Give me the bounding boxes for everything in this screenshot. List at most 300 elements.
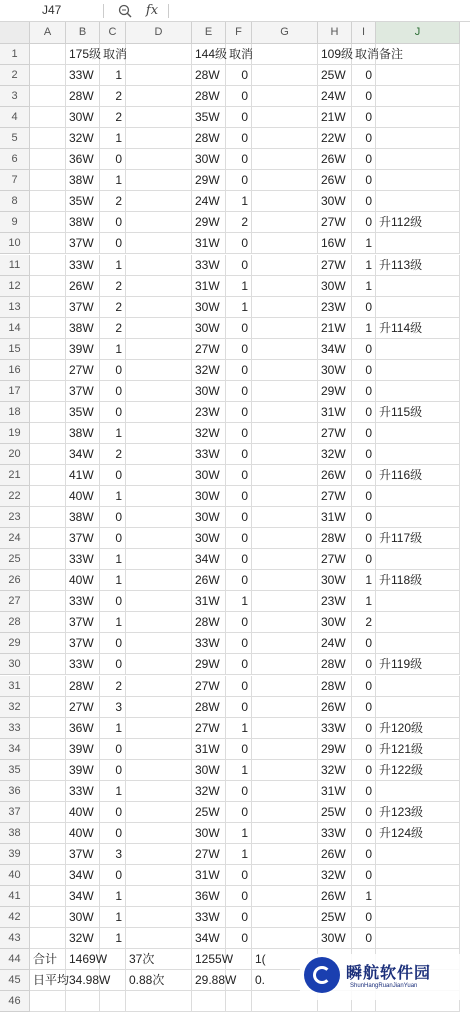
cell[interactable]: 27W: [318, 549, 352, 570]
cell[interactable]: [126, 865, 192, 886]
cell[interactable]: 30W: [192, 318, 226, 339]
cell[interactable]: 升123级: [376, 802, 460, 823]
cell[interactable]: [126, 486, 192, 507]
cell[interactable]: [126, 465, 192, 486]
cell[interactable]: 2: [100, 318, 126, 339]
cell[interactable]: [30, 633, 66, 654]
cell[interactable]: [30, 297, 66, 318]
row-header[interactable]: 37: [0, 802, 30, 823]
cell[interactable]: 26W: [66, 276, 100, 297]
cell[interactable]: 0: [352, 928, 376, 949]
cell[interactable]: [252, 402, 318, 423]
cell[interactable]: 33W: [192, 444, 226, 465]
cell[interactable]: [126, 907, 192, 928]
cell[interactable]: [376, 423, 460, 444]
cell[interactable]: 1: [100, 128, 126, 149]
cell[interactable]: 升116级: [376, 465, 460, 486]
cell[interactable]: 38W: [66, 423, 100, 444]
cell[interactable]: 0: [352, 676, 376, 697]
cell[interactable]: 37次: [126, 949, 192, 970]
cell[interactable]: 0: [352, 718, 376, 739]
cell[interactable]: 0: [226, 402, 252, 423]
cell[interactable]: [126, 697, 192, 718]
cell[interactable]: [126, 444, 192, 465]
cell[interactable]: [376, 276, 460, 297]
row-header[interactable]: 25: [0, 549, 30, 570]
name-box[interactable]: J47: [42, 3, 62, 17]
cell[interactable]: [376, 591, 460, 612]
cell[interactable]: 26W: [318, 465, 352, 486]
row-header[interactable]: 6: [0, 149, 30, 170]
cell[interactable]: [252, 633, 318, 654]
cell[interactable]: 34W: [66, 444, 100, 465]
cell[interactable]: [126, 170, 192, 191]
cell[interactable]: [126, 991, 192, 1012]
row-header[interactable]: 14: [0, 318, 30, 339]
cell[interactable]: [126, 844, 192, 865]
cell[interactable]: 35W: [192, 107, 226, 128]
cell[interactable]: [252, 718, 318, 739]
cell[interactable]: 30W: [192, 465, 226, 486]
cell[interactable]: [126, 65, 192, 86]
cell[interactable]: [30, 233, 66, 254]
cell[interactable]: 2: [100, 297, 126, 318]
cell[interactable]: 0: [352, 339, 376, 360]
cell[interactable]: 0: [100, 591, 126, 612]
cell[interactable]: 0: [226, 676, 252, 697]
row-header[interactable]: 9: [0, 212, 30, 233]
cell[interactable]: [376, 907, 460, 928]
cell[interactable]: [376, 107, 460, 128]
cell[interactable]: 0: [352, 86, 376, 107]
cell[interactable]: [376, 886, 460, 907]
cell[interactable]: 175级: [66, 44, 100, 65]
cell[interactable]: 0: [100, 402, 126, 423]
cell[interactable]: [252, 339, 318, 360]
cell[interactable]: 36W: [66, 149, 100, 170]
row-header[interactable]: 41: [0, 886, 30, 907]
cell[interactable]: 39W: [66, 339, 100, 360]
cell[interactable]: 109级: [318, 44, 352, 65]
cell[interactable]: [126, 654, 192, 675]
cell[interactable]: 33W: [66, 65, 100, 86]
cell[interactable]: [126, 276, 192, 297]
cell[interactable]: 28W: [318, 654, 352, 675]
cell[interactable]: [252, 760, 318, 781]
cell[interactable]: [30, 781, 66, 802]
cell[interactable]: [226, 949, 252, 970]
cell[interactable]: 38W: [66, 318, 100, 339]
cell[interactable]: 26W: [318, 886, 352, 907]
cell[interactable]: 34W: [318, 339, 352, 360]
cell[interactable]: [252, 739, 318, 760]
cell[interactable]: 0: [226, 465, 252, 486]
cell[interactable]: 30W: [192, 528, 226, 549]
fx-icon[interactable]: fx: [145, 3, 159, 18]
cell[interactable]: 37W: [66, 233, 100, 254]
cell[interactable]: [126, 802, 192, 823]
cell[interactable]: [376, 233, 460, 254]
cell[interactable]: 升121级: [376, 739, 460, 760]
cell[interactable]: 40W: [66, 823, 100, 844]
cell[interactable]: 37W: [66, 633, 100, 654]
cell[interactable]: 0: [226, 149, 252, 170]
row-header[interactable]: 4: [0, 107, 30, 128]
row-header[interactable]: 18: [0, 402, 30, 423]
cell[interactable]: 0: [226, 444, 252, 465]
cell[interactable]: [252, 781, 318, 802]
cell[interactable]: 0: [352, 865, 376, 886]
cell[interactable]: [126, 507, 192, 528]
cell[interactable]: 28W: [66, 676, 100, 697]
cell[interactable]: [376, 381, 460, 402]
cell[interactable]: [376, 360, 460, 381]
cell[interactable]: 30W: [192, 381, 226, 402]
cell[interactable]: [252, 549, 318, 570]
cell[interactable]: 0: [226, 549, 252, 570]
cell[interactable]: [252, 381, 318, 402]
cell[interactable]: 30W: [192, 823, 226, 844]
cell[interactable]: 33W: [66, 781, 100, 802]
cell[interactable]: [252, 212, 318, 233]
cell[interactable]: 33W: [66, 654, 100, 675]
cell[interactable]: 0: [100, 802, 126, 823]
cell[interactable]: 32W: [66, 128, 100, 149]
cell[interactable]: 1: [352, 591, 376, 612]
row-header[interactable]: 44: [0, 949, 30, 970]
cell[interactable]: 0: [352, 633, 376, 654]
cell[interactable]: [30, 612, 66, 633]
cell[interactable]: [30, 255, 66, 276]
cell[interactable]: [192, 991, 226, 1012]
cell[interactable]: 27W: [66, 697, 100, 718]
cell[interactable]: [30, 991, 66, 1012]
cell[interactable]: 1: [352, 255, 376, 276]
cell[interactable]: 28W: [192, 65, 226, 86]
cell[interactable]: 升113级: [376, 255, 460, 276]
cell[interactable]: 0: [226, 528, 252, 549]
cell[interactable]: 0: [352, 402, 376, 423]
cell[interactable]: [126, 928, 192, 949]
row-header[interactable]: 40: [0, 865, 30, 886]
cell[interactable]: [226, 991, 252, 1012]
cell[interactable]: 31W: [318, 781, 352, 802]
cell[interactable]: [252, 823, 318, 844]
cell[interactable]: [30, 844, 66, 865]
cell[interactable]: 升118级: [376, 570, 460, 591]
cell[interactable]: 0: [100, 149, 126, 170]
cell[interactable]: 1: [226, 823, 252, 844]
cell[interactable]: 0: [100, 865, 126, 886]
cell[interactable]: [66, 991, 100, 1012]
cell[interactable]: 32W: [66, 928, 100, 949]
cell[interactable]: 0: [352, 654, 376, 675]
cell[interactable]: [252, 886, 318, 907]
cell[interactable]: 0: [100, 381, 126, 402]
cell[interactable]: [376, 339, 460, 360]
row-header[interactable]: 13: [0, 297, 30, 318]
cell[interactable]: 0: [226, 339, 252, 360]
cell[interactable]: 0: [100, 212, 126, 233]
cell[interactable]: 0: [352, 65, 376, 86]
cell[interactable]: 升120级: [376, 718, 460, 739]
cell[interactable]: 38W: [66, 212, 100, 233]
row-header[interactable]: 17: [0, 381, 30, 402]
cell[interactable]: 33W: [192, 255, 226, 276]
cell[interactable]: 0: [352, 360, 376, 381]
row-header[interactable]: 42: [0, 907, 30, 928]
cell[interactable]: 0: [226, 633, 252, 654]
cell[interactable]: 0: [226, 570, 252, 591]
cell[interactable]: [30, 191, 66, 212]
cell[interactable]: 32W: [192, 360, 226, 381]
cell[interactable]: 21W: [318, 107, 352, 128]
cell[interactable]: 0: [226, 486, 252, 507]
cell[interactable]: [376, 781, 460, 802]
cell[interactable]: 34.98W: [66, 970, 100, 991]
row-header[interactable]: 5: [0, 128, 30, 149]
column-header-b[interactable]: B: [66, 22, 100, 44]
column-header-j[interactable]: J: [376, 22, 460, 44]
cell[interactable]: [252, 360, 318, 381]
cell[interactable]: 31W: [318, 507, 352, 528]
cell[interactable]: 0: [226, 423, 252, 444]
cell[interactable]: 0: [352, 907, 376, 928]
column-header-a[interactable]: A: [30, 22, 66, 44]
cell[interactable]: [30, 739, 66, 760]
cell[interactable]: 0: [226, 318, 252, 339]
cell[interactable]: [30, 676, 66, 697]
cell[interactable]: 升119级: [376, 654, 460, 675]
cell[interactable]: [252, 465, 318, 486]
cell[interactable]: 30W: [318, 928, 352, 949]
cell[interactable]: [126, 297, 192, 318]
row-header[interactable]: 10: [0, 233, 30, 254]
cell[interactable]: 27W: [318, 255, 352, 276]
cell[interactable]: 1: [352, 318, 376, 339]
cell[interactable]: [376, 444, 460, 465]
cell[interactable]: 33W: [66, 255, 100, 276]
column-header-h[interactable]: H: [318, 22, 352, 44]
cell[interactable]: 1: [226, 760, 252, 781]
cell[interactable]: 0: [352, 486, 376, 507]
cell[interactable]: 27W: [192, 676, 226, 697]
cell[interactable]: 0: [352, 844, 376, 865]
cell[interactable]: 0: [226, 739, 252, 760]
cell[interactable]: 38W: [66, 170, 100, 191]
cell[interactable]: 28W: [66, 86, 100, 107]
cell[interactable]: 0.88次: [126, 970, 192, 991]
cell[interactable]: 35W: [66, 402, 100, 423]
cell[interactable]: 0: [352, 212, 376, 233]
cell[interactable]: 3: [100, 844, 126, 865]
cell[interactable]: 0: [226, 654, 252, 675]
cell[interactable]: 取消: [100, 44, 126, 65]
cell[interactable]: [252, 802, 318, 823]
cell[interactable]: [100, 949, 126, 970]
cell[interactable]: [126, 233, 192, 254]
cell[interactable]: 26W: [318, 697, 352, 718]
cell[interactable]: 0: [352, 423, 376, 444]
cell[interactable]: 26W: [318, 149, 352, 170]
cell[interactable]: [252, 654, 318, 675]
cell[interactable]: 22W: [318, 128, 352, 149]
cell[interactable]: [30, 128, 66, 149]
cell[interactable]: [376, 297, 460, 318]
cell[interactable]: [30, 654, 66, 675]
cell[interactable]: 0: [352, 739, 376, 760]
cell[interactable]: 1: [226, 844, 252, 865]
cell[interactable]: 27W: [192, 844, 226, 865]
cell[interactable]: 27W: [318, 212, 352, 233]
cell[interactable]: [252, 233, 318, 254]
row-header[interactable]: 27: [0, 591, 30, 612]
cell[interactable]: 35W: [66, 191, 100, 212]
cell[interactable]: 0: [226, 697, 252, 718]
cell[interactable]: 0: [100, 528, 126, 549]
cell[interactable]: [126, 149, 192, 170]
cell[interactable]: 1: [226, 191, 252, 212]
cell[interactable]: 升122级: [376, 760, 460, 781]
cell[interactable]: [30, 423, 66, 444]
cell[interactable]: 24W: [318, 633, 352, 654]
cell[interactable]: 0: [226, 233, 252, 254]
cell[interactable]: [126, 339, 192, 360]
cell[interactable]: 34W: [192, 549, 226, 570]
cell[interactable]: 3: [100, 697, 126, 718]
cell[interactable]: 0: [352, 381, 376, 402]
cell[interactable]: [100, 991, 126, 1012]
cell[interactable]: 29.88W: [192, 970, 226, 991]
cell[interactable]: 32W: [318, 865, 352, 886]
row-header[interactable]: 20: [0, 444, 30, 465]
cell[interactable]: 2: [100, 86, 126, 107]
cell[interactable]: 0: [226, 865, 252, 886]
cell[interactable]: [252, 844, 318, 865]
cell[interactable]: [376, 633, 460, 654]
cell[interactable]: 31W: [192, 739, 226, 760]
cell[interactable]: [376, 612, 460, 633]
cell[interactable]: 29W: [318, 381, 352, 402]
cell[interactable]: 23W: [318, 591, 352, 612]
cell[interactable]: [252, 255, 318, 276]
cell[interactable]: [126, 107, 192, 128]
cell[interactable]: [30, 865, 66, 886]
cell[interactable]: 0: [226, 507, 252, 528]
row-header[interactable]: 22: [0, 486, 30, 507]
cell[interactable]: 0: [226, 170, 252, 191]
cell[interactable]: [30, 802, 66, 823]
cell[interactable]: 37W: [66, 844, 100, 865]
cell[interactable]: [126, 886, 192, 907]
cell[interactable]: 1: [100, 886, 126, 907]
cell[interactable]: 0: [352, 149, 376, 170]
cell[interactable]: 40W: [66, 802, 100, 823]
cell[interactable]: 取消: [352, 44, 376, 65]
row-header[interactable]: 7: [0, 170, 30, 191]
cell[interactable]: 1: [100, 718, 126, 739]
cell[interactable]: 27W: [192, 718, 226, 739]
column-header-c[interactable]: C: [100, 22, 126, 44]
cell[interactable]: 30W: [66, 107, 100, 128]
row-header[interactable]: 16: [0, 360, 30, 381]
cell[interactable]: 0: [100, 465, 126, 486]
row-header[interactable]: 38: [0, 823, 30, 844]
cell[interactable]: [30, 149, 66, 170]
cell[interactable]: [126, 381, 192, 402]
cell[interactable]: [252, 865, 318, 886]
cell[interactable]: 0: [352, 802, 376, 823]
cell[interactable]: 1: [352, 570, 376, 591]
cell[interactable]: [376, 65, 460, 86]
cell[interactable]: 升112级: [376, 212, 460, 233]
cell[interactable]: 0: [352, 170, 376, 191]
cell[interactable]: 0: [100, 233, 126, 254]
cell[interactable]: [30, 381, 66, 402]
cell[interactable]: 32W: [318, 760, 352, 781]
cell[interactable]: 30W: [192, 297, 226, 318]
cell[interactable]: [376, 128, 460, 149]
cell[interactable]: 28W: [192, 86, 226, 107]
cell[interactable]: [376, 549, 460, 570]
cell[interactable]: [30, 402, 66, 423]
cell[interactable]: [252, 107, 318, 128]
cell[interactable]: 30W: [192, 486, 226, 507]
cell[interactable]: 16W: [318, 233, 352, 254]
row-header[interactable]: 36: [0, 781, 30, 802]
cell[interactable]: 27W: [192, 339, 226, 360]
cell[interactable]: [252, 444, 318, 465]
cell[interactable]: [126, 528, 192, 549]
cell[interactable]: [126, 318, 192, 339]
row-header[interactable]: 33: [0, 718, 30, 739]
cell[interactable]: 28W: [192, 128, 226, 149]
cell[interactable]: [376, 865, 460, 886]
cell[interactable]: 32W: [192, 781, 226, 802]
cell[interactable]: [252, 128, 318, 149]
cell[interactable]: 0: [100, 633, 126, 654]
cell[interactable]: 0: [226, 255, 252, 276]
cell[interactable]: 0: [352, 823, 376, 844]
cell[interactable]: [126, 191, 192, 212]
cell[interactable]: [30, 570, 66, 591]
column-header-f[interactable]: F: [226, 22, 252, 44]
cell[interactable]: 0: [352, 128, 376, 149]
cell[interactable]: [30, 760, 66, 781]
cell[interactable]: 30W: [318, 570, 352, 591]
column-header-d[interactable]: D: [126, 22, 192, 44]
cell[interactable]: [126, 612, 192, 633]
row-header[interactable]: 8: [0, 191, 30, 212]
cell[interactable]: 1: [100, 170, 126, 191]
cell[interactable]: 0: [352, 781, 376, 802]
cell[interactable]: [30, 718, 66, 739]
row-header[interactable]: 23: [0, 507, 30, 528]
cell[interactable]: 1: [100, 255, 126, 276]
cell[interactable]: 2: [352, 612, 376, 633]
cell[interactable]: [376, 191, 460, 212]
cell[interactable]: 0: [352, 507, 376, 528]
cell[interactable]: [30, 318, 66, 339]
cell[interactable]: 1: [100, 612, 126, 633]
cell[interactable]: [30, 276, 66, 297]
row-header[interactable]: 32: [0, 697, 30, 718]
cell[interactable]: [252, 44, 318, 65]
cell[interactable]: [126, 128, 192, 149]
row-header[interactable]: 28: [0, 612, 30, 633]
cell[interactable]: [252, 423, 318, 444]
cell[interactable]: [252, 612, 318, 633]
